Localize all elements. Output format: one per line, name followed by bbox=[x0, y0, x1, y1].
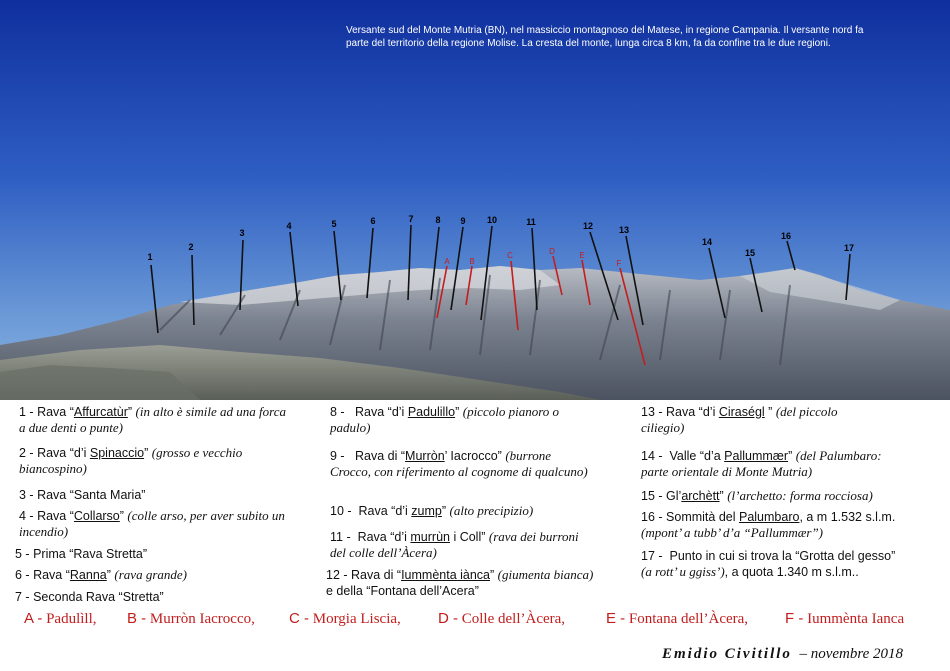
photo-number-8: 8 bbox=[435, 215, 441, 225]
photo-number-4: 4 bbox=[286, 221, 292, 231]
photo-letter-b: B bbox=[469, 257, 475, 266]
photo-number-17: 17 bbox=[843, 243, 855, 253]
photo-number-14: 14 bbox=[701, 237, 713, 247]
letter-item-e: E - Fontana dell’Àcera, bbox=[606, 610, 749, 627]
photo-number-11: 11 bbox=[526, 217, 536, 227]
photo-letter-d: D bbox=[549, 247, 555, 256]
legend-item-11: 11 - Rava “d’i murrùn i Coll” (rava dei burroni del colle dell’Àcera) bbox=[330, 529, 579, 560]
legend-item-12: 12 - Rava di “Iummènta iànca” (giumenta bianca) e della “Fontana dell’Acera” bbox=[326, 567, 594, 598]
photo-number-10: 10 bbox=[486, 215, 498, 225]
legend-item-5: 5 - Prima “Rava Stretta” bbox=[15, 547, 147, 561]
legend-item-1: 1 - Rava “Affurcatùr” (in alto è simile ad una forca a due denti o punte) bbox=[19, 404, 286, 435]
credit-date: – novembre 2018 bbox=[799, 646, 904, 662]
letter-item-b: B - Murròn Iacrocco, bbox=[127, 610, 255, 627]
photo-letter-c: C bbox=[507, 251, 513, 260]
author-name: Emidio Civitillo bbox=[662, 646, 792, 662]
photo-number-13: 13 bbox=[618, 225, 630, 235]
legend-item-13: 13 - Rava “d’i Ciraségl ” (del piccolo ciliegio) bbox=[641, 404, 838, 435]
legend-item-2: 2 - Rava “d’i Spinaccio” (grosso e vecchio biancospino) bbox=[19, 445, 243, 476]
letter-item-a: A - Padulìll, bbox=[24, 610, 97, 627]
legend-item-3: 3 - Rava “Santa Maria” bbox=[19, 488, 146, 502]
author-credit bbox=[662, 646, 903, 663]
legend-item-7: 7 - Seconda Rava “Stretta” bbox=[15, 590, 164, 604]
photo-letter-e: E bbox=[579, 251, 585, 260]
legend-item-14: 14 - Valle “d’a Pallummær” (del Palumbaro: parte orientale di Monte Mutria) bbox=[641, 448, 882, 479]
photo-number-3: 3 bbox=[239, 228, 245, 238]
photo-number-12: 12 bbox=[582, 221, 594, 231]
legend-item-15: 15 - Gl’archètt” (l’archetto: forma rocciosa) bbox=[641, 488, 873, 503]
legend-item-6: 6 - Rava “Ranna” (rava grande) bbox=[15, 567, 187, 582]
legend-item-8: 8 - Rava “d’i Padulillo” (piccolo pianoro o padulo) bbox=[330, 404, 560, 435]
letter-item-f: F - Iummènta Ianca bbox=[785, 610, 905, 627]
photo-number-15: 15 bbox=[744, 248, 756, 258]
photo-number-1: 1 bbox=[147, 252, 153, 262]
photo-caption: Versante sud del Monte Mutria (BN), nel massiccio montagnoso del Matese, in regione Campania. Il versante nord fa parte del territorio della regione Molise. La cresta del monte, lunga circa 8 km, fa da confine tra le due regioni. bbox=[346, 25, 864, 49]
photo-number-7: 7 bbox=[408, 214, 414, 224]
letter-item-c: C - Morgia Liscia, bbox=[289, 610, 401, 627]
photo-number-6: 6 bbox=[370, 216, 376, 226]
legend-item-4: 4 - Rava “Collarso” (colle arso, per aver subito un incendio) bbox=[19, 508, 285, 539]
legend-item-16: 16 - Sommità del Palumbaro, a m 1.532 s.l.m. (mpont’ a tubb’ d’a “Pallummær”) bbox=[641, 510, 896, 540]
photo-letter-f: F bbox=[616, 259, 622, 268]
photo-number-2: 2 bbox=[188, 242, 194, 252]
legend-item-9: 9 - Rava di “Murròn’ Iacrocco” (burrone Crocco, con riferimento al cognome di qualcuno) bbox=[330, 448, 588, 479]
photo-number-16: 16 bbox=[780, 231, 792, 241]
photo-number-9: 9 bbox=[460, 216, 466, 226]
letter-item-d: D - Colle dell’Àcera, bbox=[438, 610, 566, 627]
legend-item-17: 17 - Punto in cui si trova la “Grotta del gesso” (a rott’ u ggiss’), a quota 1.340 m s.l.m.. bbox=[641, 549, 896, 579]
photo-letter-a: A bbox=[444, 257, 450, 266]
photo-number-5: 5 bbox=[331, 219, 337, 229]
legend-item-10: 10 - Rava “d’i zump” (alto precipizio) bbox=[330, 503, 534, 518]
